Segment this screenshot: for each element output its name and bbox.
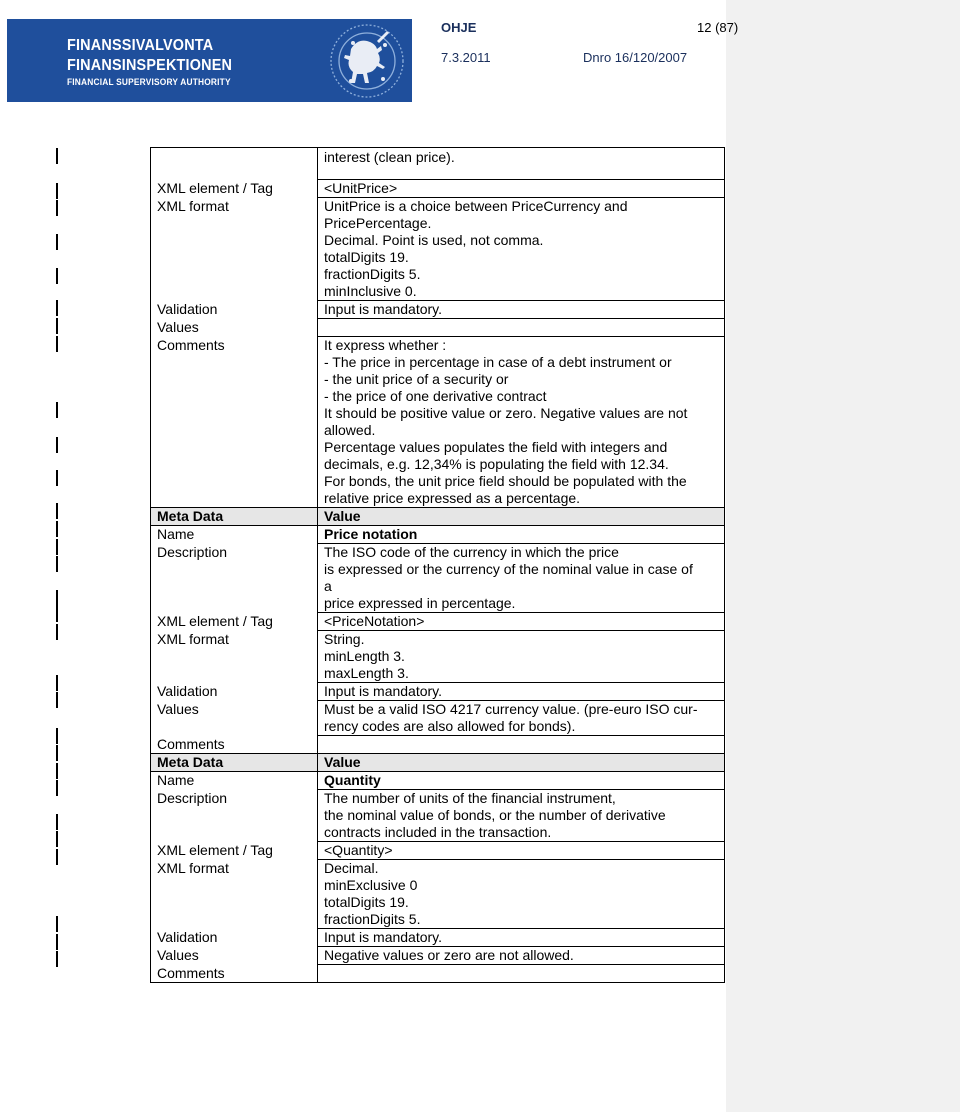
change-bar — [56, 606, 58, 622]
value-line: is expressed or the currency of the nominal value in case of — [324, 561, 693, 577]
table-row — [151, 337, 725, 508]
value-line: allowed. — [324, 422, 376, 438]
table-row — [151, 860, 725, 929]
field-value — [318, 860, 725, 929]
change-bar — [56, 916, 58, 932]
value-line: PricePercentage. — [324, 215, 432, 231]
value-line: contracts included in the transaction. — [324, 824, 552, 840]
table-row — [151, 631, 725, 683]
value-line: <Quantity> — [324, 842, 393, 858]
logo-line-2: FINANSINSPEKTIONEN — [67, 56, 233, 74]
field-value — [318, 965, 725, 983]
value-line: rency codes are also allowed for bonds). — [324, 718, 576, 734]
field-label: Meta Data — [151, 508, 318, 526]
change-bar — [56, 934, 58, 950]
field-value — [318, 180, 725, 198]
logo-line-3: FINANCIAL SUPERVISORY AUTHORITY — [67, 77, 231, 87]
field-value — [318, 842, 725, 860]
table-row — [151, 842, 725, 860]
field-value — [318, 526, 725, 544]
field-label: XML format — [151, 198, 318, 301]
value-line: totalDigits 19. — [324, 894, 409, 910]
table-row — [151, 301, 725, 319]
table-row — [151, 701, 725, 736]
table-row — [151, 929, 725, 947]
field-label: Validation — [151, 929, 318, 947]
field-label: Name — [151, 772, 318, 790]
field-label: XML element / Tag — [151, 613, 318, 631]
value-line — [324, 965, 718, 982]
table-row — [151, 319, 725, 337]
change-bar — [56, 268, 58, 284]
table-row — [151, 148, 725, 180]
value-line: interest (clean price). — [324, 149, 455, 165]
value-line: - the price of one derivative contract — [324, 388, 547, 404]
value-line: decimals, e.g. 12,34% is populating the field with 12.34. — [324, 456, 669, 472]
field-value — [318, 508, 725, 526]
field-value — [318, 631, 725, 683]
table-row — [151, 754, 725, 772]
value-line: Decimal. — [324, 860, 379, 876]
table-row — [151, 947, 725, 965]
field-label: XML element / Tag — [151, 842, 318, 860]
field-value — [318, 947, 725, 965]
change-bar — [56, 831, 58, 847]
table-row — [151, 683, 725, 701]
value-line: fractionDigits 5. — [324, 266, 421, 282]
table-row — [151, 180, 725, 198]
table-row — [151, 772, 725, 790]
value-line: UnitPrice is a choice between PriceCurrency and — [324, 198, 628, 214]
page-margin-shade — [726, 0, 960, 1112]
change-bar — [56, 814, 58, 830]
change-bar — [56, 745, 58, 761]
field-value — [318, 754, 725, 772]
change-bar — [56, 402, 58, 418]
value-line: minInclusive 0. — [324, 283, 417, 299]
value-line: Price notation — [324, 526, 418, 542]
field-label: Meta Data — [151, 754, 318, 772]
value-line: a — [324, 578, 332, 594]
value-line: price expressed in percentage. — [324, 595, 516, 611]
value-line: minLength 3. — [324, 648, 405, 664]
change-bar — [56, 234, 58, 250]
value-line: Value — [324, 508, 361, 524]
field-label: Values — [151, 947, 318, 965]
logo-text — [67, 38, 245, 87]
change-bar — [56, 148, 58, 164]
change-bar — [56, 521, 58, 537]
value-line: It express whether : — [324, 337, 447, 353]
logo-line-1: FINANSSIVALVONTA — [67, 37, 214, 54]
change-bar — [56, 300, 58, 316]
table-row — [151, 736, 725, 754]
value-line: - the unit price of a security or — [324, 371, 509, 387]
value-line: totalDigits 19. — [324, 249, 409, 265]
value-line: Quantity — [324, 772, 381, 788]
change-bar — [56, 728, 58, 744]
field-label: Comments — [151, 736, 318, 754]
finnish-lion-coat-of-arms-icon — [329, 19, 405, 102]
value-line: Input is mandatory. — [324, 929, 443, 945]
change-bar — [56, 539, 58, 555]
value-line: the nominal value of bonds, or the number of derivative — [324, 807, 666, 823]
value-line: Negative values or zero are not allowed. — [324, 947, 574, 963]
field-value — [318, 148, 725, 180]
field-label: Name — [151, 526, 318, 544]
change-bar — [56, 336, 58, 352]
field-label — [151, 148, 318, 180]
change-bar — [56, 200, 58, 216]
table-row — [151, 198, 725, 301]
field-label: Values — [151, 319, 318, 337]
field-label: Description — [151, 790, 318, 842]
change-bar — [56, 624, 58, 640]
field-value — [318, 772, 725, 790]
field-label: Values — [151, 701, 318, 736]
field-value — [318, 683, 725, 701]
field-value — [318, 337, 725, 508]
field-label: Description — [151, 544, 318, 613]
field-value — [318, 301, 725, 319]
field-value — [318, 701, 725, 736]
change-bar — [56, 183, 58, 199]
page-number: 12 (87) — [697, 20, 739, 35]
table-row — [151, 526, 725, 544]
field-value — [318, 929, 725, 947]
change-bar — [56, 503, 58, 519]
table-row — [151, 965, 725, 983]
value-line: maxLength 3. — [324, 665, 409, 681]
value-line: fractionDigits 5. — [324, 911, 421, 927]
value-line: Decimal. Point is used, not comma. — [324, 232, 544, 248]
field-spec-table — [150, 147, 725, 983]
value-line: It should be positive value or zero. Negative values are not — [324, 405, 688, 421]
change-bar — [56, 780, 58, 796]
value-line: Value — [324, 754, 361, 770]
field-label: Comments — [151, 337, 318, 508]
fin-fsa-logo — [7, 19, 412, 102]
value-line: The ISO code of the currency in which the price — [324, 544, 619, 560]
change-bar — [56, 951, 58, 967]
field-value — [318, 319, 725, 337]
value-line: minExclusive 0 — [324, 877, 418, 893]
change-bar — [56, 470, 58, 486]
change-bar — [56, 692, 58, 708]
field-value — [318, 198, 725, 301]
value-line: - The price in percentage in case of a debt instrument or — [324, 354, 672, 370]
field-value — [318, 544, 725, 613]
field-label: Validation — [151, 683, 318, 701]
change-bar — [56, 437, 58, 453]
value-line: Must be a valid ISO 4217 currency value. (pre-euro ISO cur- — [324, 701, 698, 717]
table-row — [151, 613, 725, 631]
value-line — [324, 319, 718, 336]
document-reference: Dnro 16/120/2007 — [583, 50, 688, 65]
change-bar — [56, 318, 58, 334]
field-value — [318, 790, 725, 842]
table-row — [151, 508, 725, 526]
value-line: The number of units of the financial instrument, — [324, 790, 616, 806]
change-bar — [56, 849, 58, 865]
value-line: Input is mandatory. — [324, 683, 443, 699]
field-label: Validation — [151, 301, 318, 319]
document-date: 7.3.2011 — [441, 50, 491, 65]
value-line: Input is mandatory. — [324, 301, 443, 317]
document-type: OHJE — [441, 20, 477, 35]
value-line: For bonds, the unit price field should be populated with the — [324, 473, 687, 489]
table-row — [151, 544, 725, 613]
value-line: <UnitPrice> — [324, 180, 398, 196]
field-label: XML format — [151, 631, 318, 683]
spec-table-body — [151, 148, 725, 983]
change-bar — [56, 556, 58, 572]
change-bar — [56, 763, 58, 779]
field-label: XML element / Tag — [151, 180, 318, 198]
field-label: XML format — [151, 860, 318, 929]
value-line: Percentage values populates the field with integers and — [324, 439, 668, 455]
field-value — [318, 613, 725, 631]
value-line — [324, 736, 718, 753]
field-label: Comments — [151, 965, 318, 983]
value-line: String. — [324, 631, 365, 647]
value-line: relative price expressed as a percentage. — [324, 490, 581, 506]
change-bar — [56, 590, 58, 606]
field-value — [318, 736, 725, 754]
table-row — [151, 790, 725, 842]
value-line: <PriceNotation> — [324, 613, 425, 629]
change-bar — [56, 675, 58, 691]
